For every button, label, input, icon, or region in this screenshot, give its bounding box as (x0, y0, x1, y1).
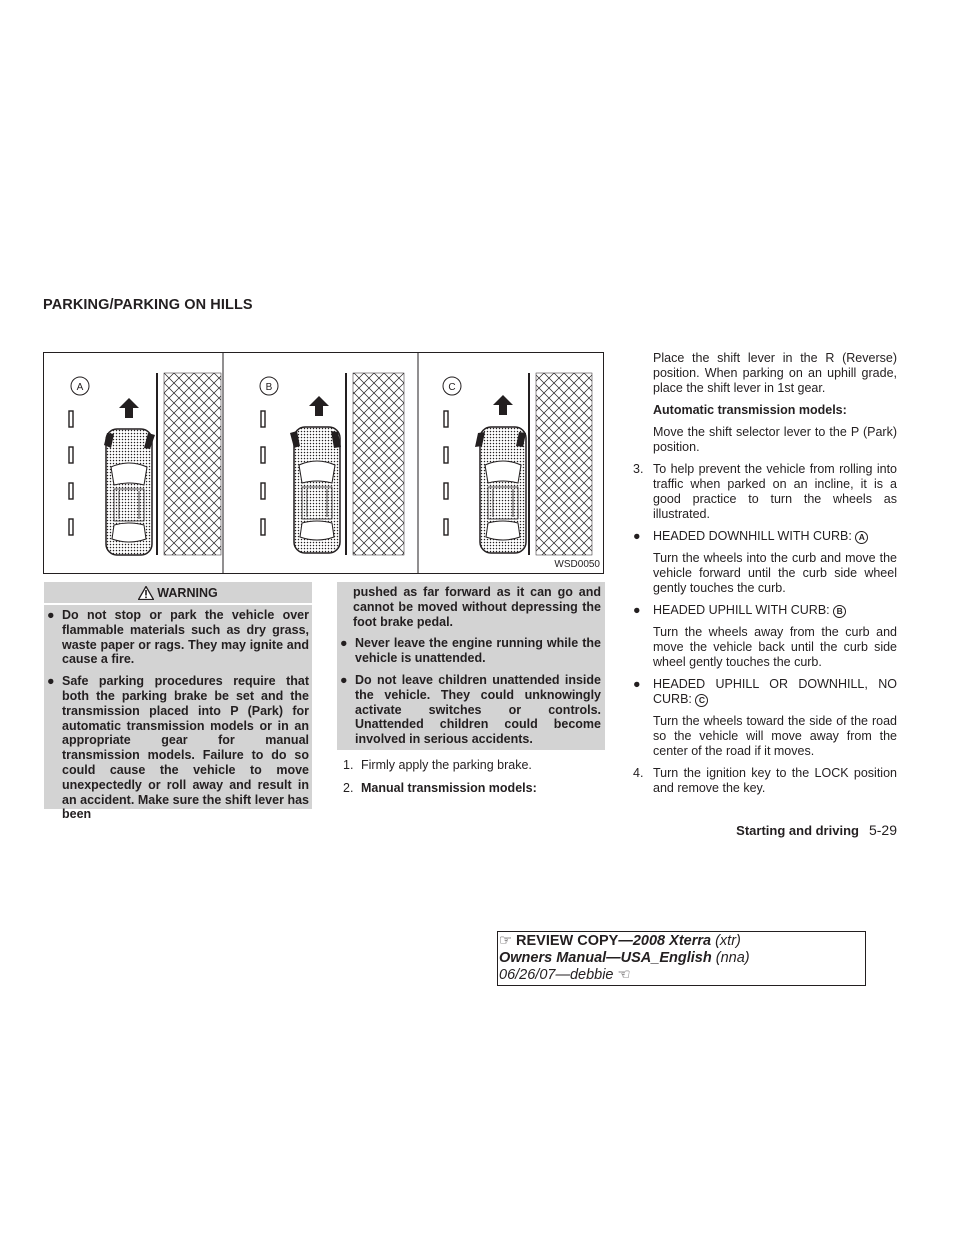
step-number: 3. (633, 462, 644, 476)
bullet-icon: ● (47, 608, 55, 622)
instructions-column (631, 351, 897, 803)
bullet-downhill-text: Turn the wheels into the curb and move the vehicle forward until the curb side wheel gently touches the curb. (653, 551, 897, 595)
step-text: Manual transmission models: (361, 781, 537, 795)
review-manual: Owners Manual—USA_English (499, 950, 712, 966)
warning-item-text: Never leave the engine running while the vehicle is unattended. (355, 636, 601, 666)
step-3 (631, 462, 897, 522)
marker-a-icon: A (855, 531, 868, 544)
warning-item-text: Do not stop or park the vehicle over flammable materials such as dry grass, waste paper or rags. They may ignite and cause a fire. (62, 608, 309, 667)
warning-list-left (44, 605, 312, 822)
review-date-author: 06/26/07—debbie (499, 967, 614, 983)
step-text: Firmly apply the parking brake. (361, 758, 532, 772)
bullet-downhill-curb (631, 529, 897, 544)
subheading-automatic: Automatic transmission models: (653, 403, 847, 417)
review-copy-label: REVIEW COPY (516, 933, 619, 949)
bullet-icon: ● (633, 603, 641, 617)
panel-label-c: C (448, 382, 456, 393)
review-market-code: (nna) (715, 950, 750, 966)
panel-b (260, 353, 418, 573)
bullet-icon: ● (340, 636, 348, 651)
review-line-3 (499, 967, 865, 984)
warning-item-text: Safe parking procedures require that both the parking brake be set and the transmission placed into P (Park) for automatic transmission models or in an appropriate gear for manual transmission models. Failure to do so could cause the vehicle to move unexpectedly or roll away and result in an accident. Make sure the shift lever has been (62, 674, 309, 822)
bullet-icon: ● (633, 529, 641, 543)
warning-title (44, 582, 312, 603)
warning-list-right (337, 582, 605, 750)
step-2 (343, 781, 537, 796)
warning-item-text: Do not leave children unattended inside the vehicle. They could unknowingly activate switches or controls. Unattended children could become involved in serious accidents. (355, 672, 601, 747)
bullet-label: HEADED UPHILL OR DOWNHILL, NO CURB: (653, 677, 897, 706)
review-line-1 (499, 933, 865, 950)
bullet-icon: ● (47, 674, 55, 689)
step-number: 4. (633, 766, 644, 780)
bullet-no-curb (631, 677, 897, 707)
step-text: To help prevent the vehicle from rolling into traffic when parked on an incline, it is a good practice to turn the wheels as illustrated. (653, 462, 897, 521)
page-title: PARKING/PARKING ON HILLS (43, 297, 253, 313)
review-model-code: (xtr) (715, 933, 741, 949)
panel-c (443, 373, 592, 555)
step-4 (631, 766, 897, 796)
page-footer (690, 822, 897, 838)
panel-label-a: A (76, 382, 84, 393)
bullet-no-curb-text: Turn the wheels toward the side of the road so the vehicle will move away from the center of the road if it moves. (653, 714, 897, 758)
step-1 (343, 758, 532, 773)
bullet-icon: ● (633, 677, 641, 691)
warning-item-continued: pushed as far forward as it can go and cannot be moved without depressing the foot brake pedal. (353, 585, 601, 629)
bullet-icon: ● (340, 672, 348, 687)
paragraph-manual: Place the shift lever in the R (Reverse) position. When parking on an uphill grade, place the shift lever in 1st gear. (653, 351, 897, 395)
parking-illustration (43, 352, 604, 574)
warning-item (44, 674, 309, 822)
marker-c-icon: C (695, 694, 708, 707)
panel-a (69, 353, 223, 573)
marker-b-icon: B (833, 605, 846, 618)
warning-item (44, 608, 309, 667)
panel-label-b: B (265, 382, 273, 393)
warning-item (337, 636, 601, 666)
bullet-label: HEADED DOWNHILL WITH CURB: (653, 529, 852, 543)
pointing-hand-left-icon: ☜ (617, 967, 631, 983)
footer-section-title: Starting and driving (736, 823, 859, 838)
bullet-uphill-curb (631, 603, 897, 618)
bullet-uphill-text: Turn the wheels away from the curb and move the vehicle back until the curb side wheel gently touches the curb. (653, 625, 897, 669)
bullet-label: HEADED UPHILL WITH CURB: (653, 603, 830, 617)
review-copy-stamp (497, 931, 866, 986)
paragraph-automatic: Move the shift selector lever to the P (Park) position. (653, 425, 897, 454)
warning-icon (138, 586, 154, 600)
pointing-hand-right-icon: ☞ (499, 933, 512, 949)
review-model: —2008 Xterra (618, 933, 712, 949)
warning-title-text: WARNING (157, 585, 218, 600)
step-number: 1. (343, 758, 354, 772)
step-text: Turn the ignition key to the LOCK position and remove the key. (653, 766, 897, 795)
review-line-2 (499, 950, 865, 967)
figure-code: WSD0050 (554, 559, 600, 570)
step-number: 2. (343, 781, 354, 795)
warning-item (337, 673, 601, 747)
page-number: 5-29 (868, 822, 897, 838)
